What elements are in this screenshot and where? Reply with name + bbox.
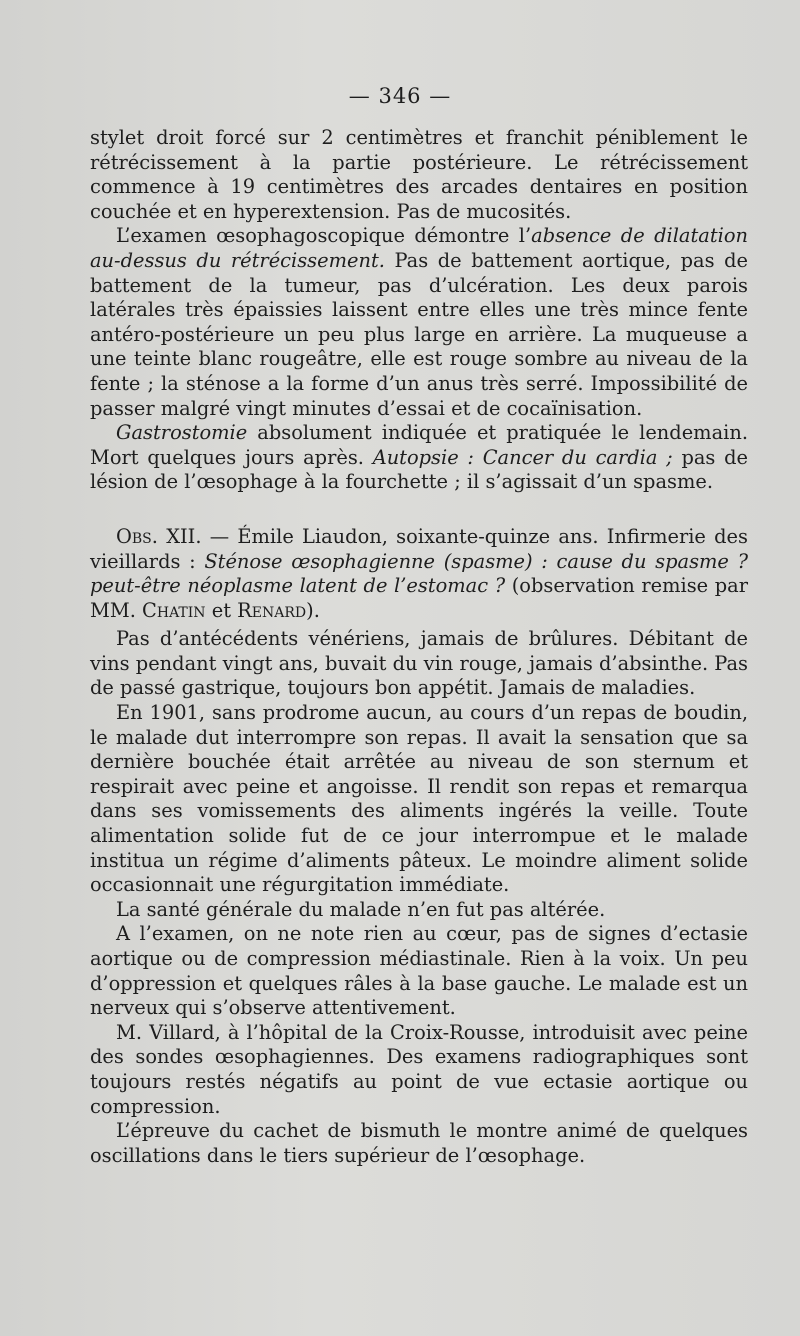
italic-phrase: Autopsie : Cancer du cardia ; — [372, 445, 673, 469]
paragraph-text: (observation remise par MM. — [90, 574, 749, 622]
paragraph-history — [90, 701, 748, 898]
section-gap — [90, 495, 748, 525]
paragraph-text: A l’examen, on ne note rien au cœur, pas de signes d’ectasie aortique ou de compression médiastinale. Rien à la voix. Un peu d’oppression et quelques râles à la base gauche. Le malade est un nerveux qui s’observe attentivement. — [90, 922, 748, 1020]
paragraph-text: L’épreuve du cachet de bismuth le montre animé de quelques oscillations dans le tiers supérieur de l’œsophage. — [90, 1119, 748, 1167]
paragraph-gastrostomy — [90, 421, 748, 495]
paragraph-text: M. Villard, à l’hôpital de la Croix-Rousse, introduisit avec peine des sondes œsophagiennes. Des examens radiographiques sont toujours restés négatifs au point de vue ectasie aortique ou compression. — [90, 1020, 748, 1118]
page-number: — 346 — — [348, 84, 452, 108]
italic-phrase: absence de dilatation au-dessus du rétrécissement. — [90, 224, 748, 272]
paragraph-text: pas de lésion de l’œsophage à la fourchette ; il s’agissait d’un spasme. — [90, 445, 748, 494]
paragraph-text: La santé générale du malade n’en fut pas altérée. — [116, 897, 606, 921]
paragraph-text: En 1901, sans prodrome aucun, au cours d’un repas de boudin, le malade dut interrompre son repas. Il avait la sensation que sa dernière bouchée était arrêtée au niveau de son sternum et respirait avec peine et angoisse. Il rendit son repas et remarqua dans ses vomissements des aliments ingérés la veille. Toute alimentation solide fut de ce jour interrompue et le malade institua un régime d’aliments pâteux. Le moindre aliment solide occasionnait une régurgitation immédiate. — [90, 701, 748, 897]
paragraph-continuation — [90, 126, 748, 224]
paragraph-esophagoscopy — [90, 224, 748, 421]
body-text — [90, 126, 748, 1168]
paragraph-bismuth — [90, 1119, 748, 1168]
paragraph-antecedents — [90, 627, 748, 701]
author-name: Renard — [237, 598, 307, 622]
italic-phrase: Sténose œsophagienne (spasme) : cause du spasme ? peut-être néoplasme latent de l’estomac ? — [90, 549, 748, 598]
author-name: Chatin — [142, 598, 206, 622]
paragraph-text: Pas de battement aortique, pas de battement de la tumeur, pas d’ulcération. Les deux parois latérales très épaissies laissent entre elles une très mince fente antéro-postérieure un peu plus large en arrière. La muqueuse a une teinte blanc rougeâtre, elle est rouge sombre au niveau de la fente ; la sténose a la forme d’un anus très serré. Impossibilité de passer malgré vingt minutes d’essai et de cocaïnisation. — [90, 248, 748, 420]
paragraph-text: stylet droit forcé sur 2 centimètres et franchit péniblement le rétrécissement à la partie postérieure. Le rétrécissement commence à 19 centimètres des arcades dentaires en position couchée et en hyperextension. Pas de mucosités. — [90, 126, 748, 223]
paragraph-general-health — [90, 898, 748, 923]
paragraph-text: ). — [306, 598, 320, 622]
observation-label: Obs. XII. — [116, 524, 202, 548]
paragraph-text: — Émile Liaudon, soixante-quinze ans. Infirmerie des vieillards : — [90, 524, 748, 573]
paragraph-text: Pas d’antécédents vénériens, jamais de brûlures. Débitant de vins pendant vingt ans, buvait du vin rouge, jamais d’absinthe. Pas de passé gastrique, toujours bon appétit. Jamais de maladies. — [90, 627, 748, 700]
paragraph-text: et — [205, 598, 238, 622]
italic-phrase: Gastrostomie — [116, 421, 248, 445]
paragraph-text: absolument indiquée et pratiquée le lendemain. Mort quelques jours après. — [90, 421, 748, 469]
paragraph-observation-heading — [90, 525, 748, 623]
paragraph-villard — [90, 1021, 748, 1119]
paragraph-text: L’examen œsophagoscopique démontre l’ — [116, 224, 532, 248]
paragraph-examination — [90, 922, 748, 1020]
